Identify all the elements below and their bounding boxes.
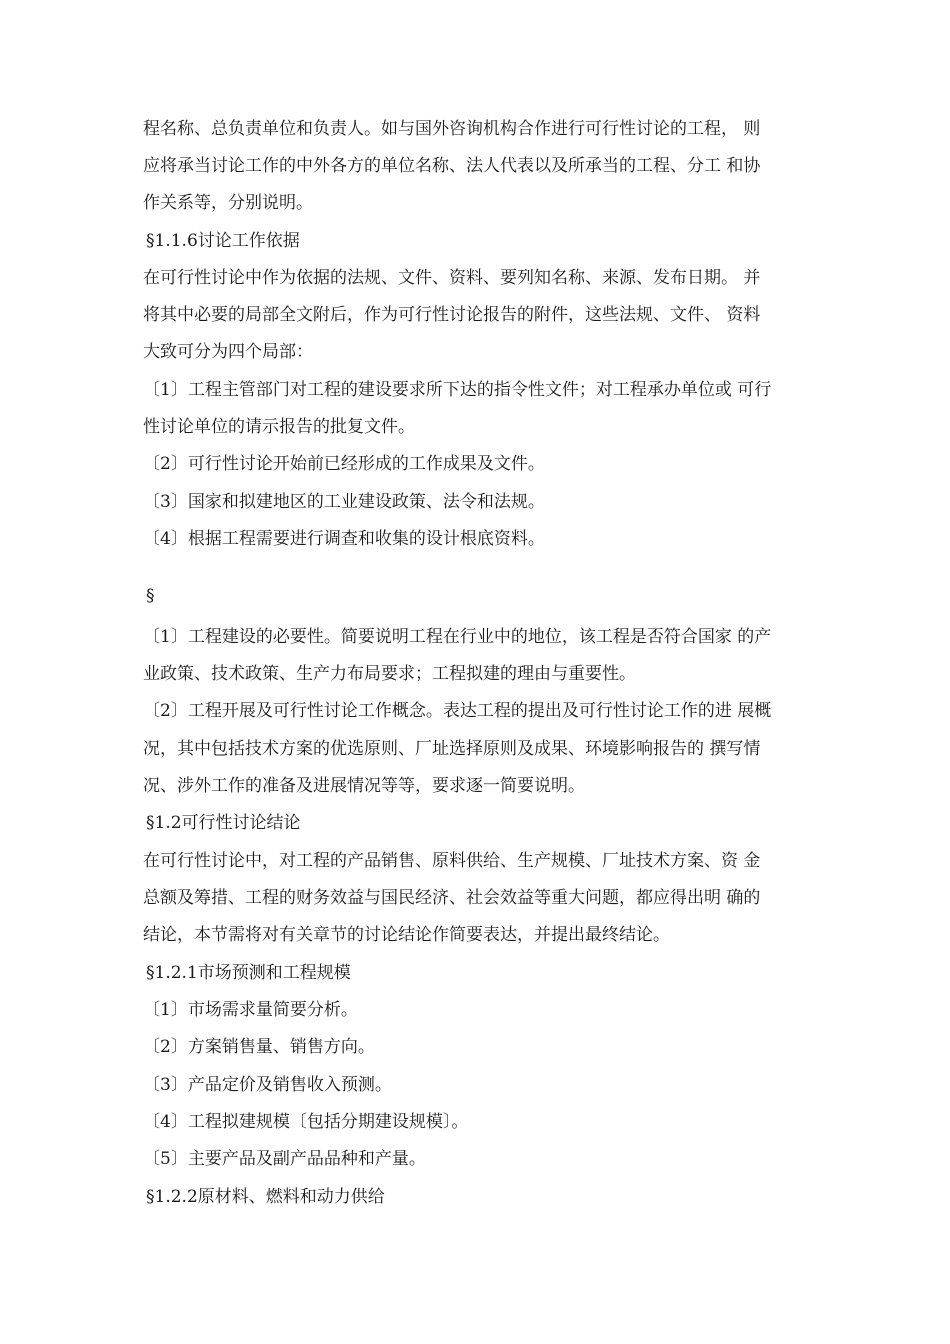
text-line: 大致可分为四个局部： [143,342,313,362]
text-line: 况、涉外工作的准备及进展情况等等，要求逐一简要说明。 [143,776,585,796]
list-item: 〔2〕可行性讨论开始前已经形成的工作成果及文件。 [143,454,545,474]
list-item: 〔2〕工程开展及可行性讨论工作概念。表达工程的提出及可行性讨论工作的进 展概 [143,701,772,721]
list-item: 〔3〕国家和拟建地区的工业建设政策、法令和法规。 [143,492,545,512]
section-heading: §1.1.6讨论工作依据 [146,231,300,251]
list-item: 〔1〕工程建设的必要性。简要说明工程在行业中的地位，该工程是否符合国家 的产 [143,627,772,647]
list-item: 〔4〕根据工程需要进行调查和收集的设计根底资料。 [143,529,545,549]
list-item: 〔5〕主要产品及副产品品种和产量。 [143,1149,426,1169]
section-heading: §1.2.1市场预测和工程规模 [146,963,351,983]
list-item: 〔1〕工程主管部门对工程的建设要求所下达的指令性文件；对工程承办单位或 可行 [143,380,772,400]
section-heading: §1.2可行性讨论结论 [146,813,301,833]
text-line: 应将承当讨论工作的中外各方的单位名称、法人代表以及所承当的工程、分工 和协 [143,156,761,176]
text-line: 总额及筹措、工程的财务效益与国民经济、社会效益等重大问题，都应得出明 确的 [143,888,761,908]
text-line: 将其中必要的局部全文附后，作为可行性讨论报告的附件，这些法规、文件、 资料 [143,305,761,325]
text-line: 结论，本节需将对有关章节的讨论结论作简要表达，并提出最终结论。 [143,925,670,945]
text-line: 在可行性讨论中作为依据的法规、文件、资料、要列知名称、来源、发布日期。 并 [143,268,761,288]
text-line: 况，其中包括技术方案的优选原则、厂址选择原则及成果、环境影响报告的 撰写情 [143,739,761,759]
list-item: 〔3〕产品定价及销售收入预测。 [143,1075,392,1095]
list-item: 〔4〕工程拟建规模〔包括分期建设规模〕。 [143,1112,469,1132]
text-line: 性讨论单位的请示报告的批复文件。 [143,417,415,437]
text-line: 在可行性讨论中，对工程的产品销售、原料供给、生产规模、厂址技术方案、资 金 [143,851,761,871]
section-symbol: § [146,586,155,606]
section-heading: §1.2.2原材料、燃料和动力供给 [146,1187,385,1207]
list-item: 〔2〕方案销售量、销售方向。 [143,1037,375,1057]
text-line: 业政策、技术政策、生产力布局要求；工程拟建的理由与重要性。 [143,664,636,684]
text-line: 作关系等，分别说明。 [143,193,313,213]
list-item: 〔1〕市场需求量简要分析。 [143,1000,358,1020]
text-line: 程名称、总负责单位和负责人。如与国外咨询机构合作进行可行性讨论的工程， 则 [143,119,761,139]
